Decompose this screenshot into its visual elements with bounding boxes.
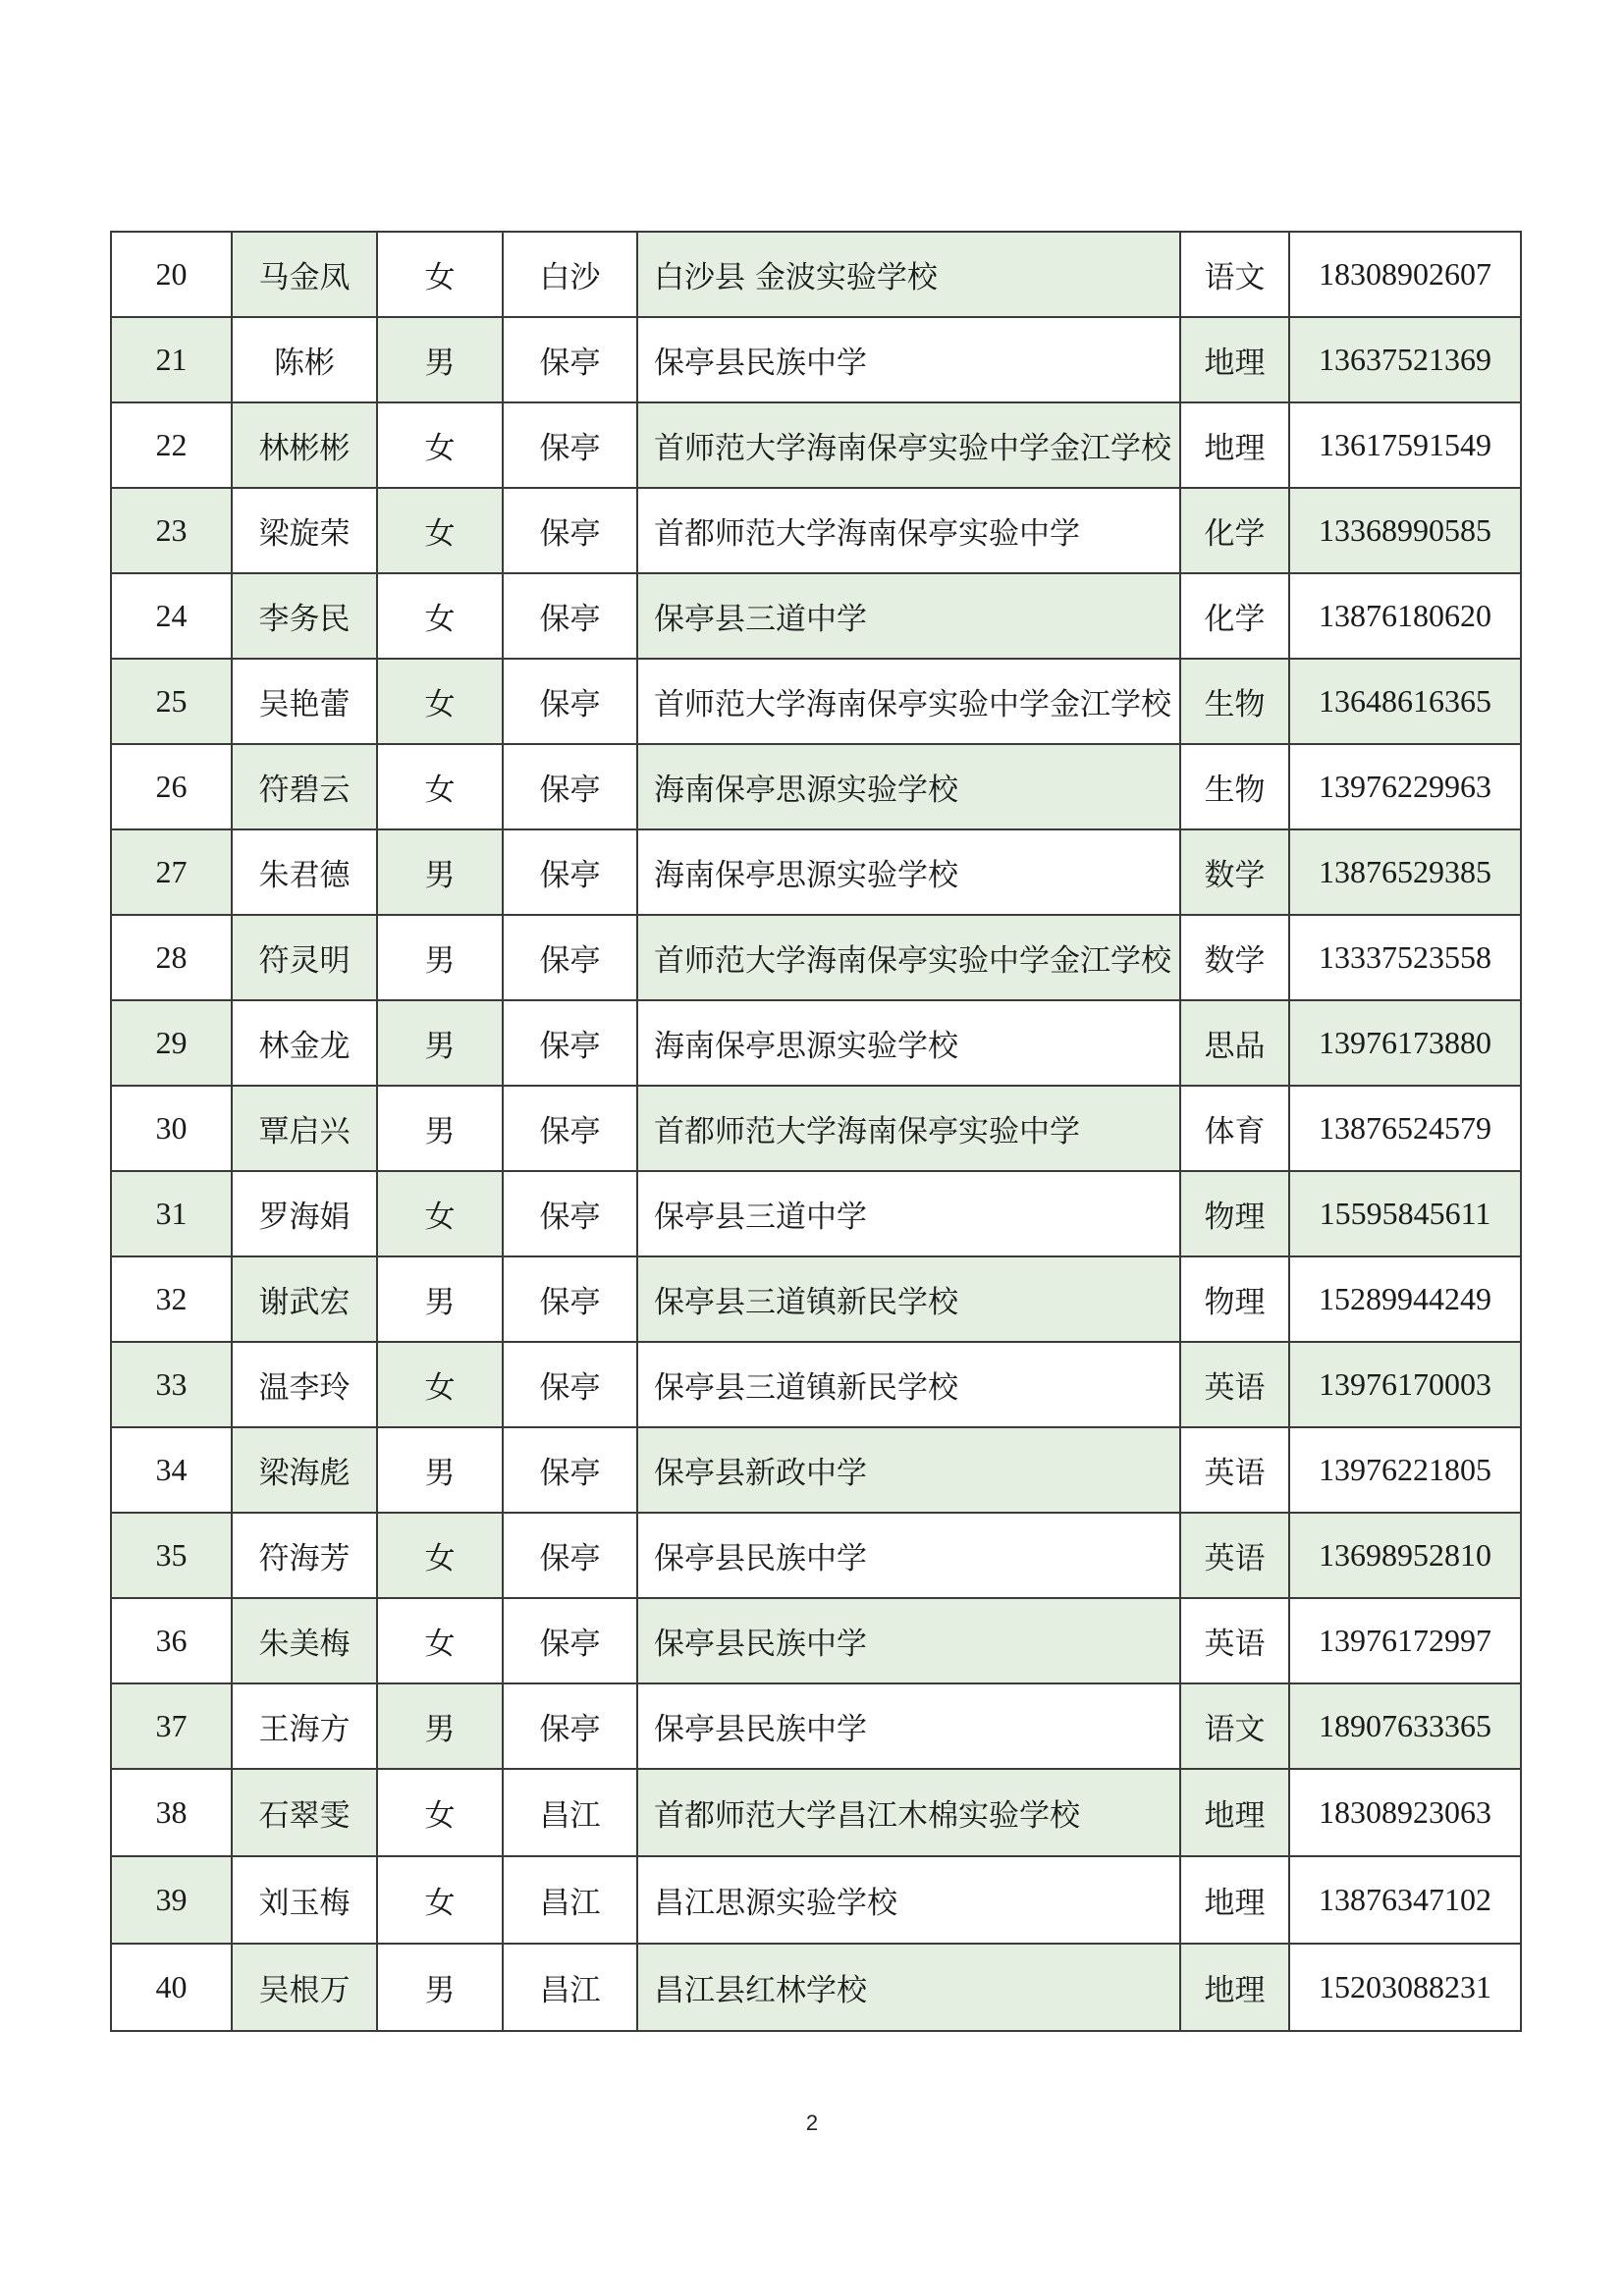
subject-cell: 地理: [1180, 317, 1289, 402]
name-cell: 梁海彪: [232, 1427, 377, 1513]
row-number-cell: 32: [111, 1256, 232, 1342]
subject-cell: 思品: [1180, 1000, 1289, 1086]
table-row: [111, 488, 1521, 573]
table-row: [111, 1256, 1521, 1342]
row-number-cell: 40: [111, 1944, 232, 2031]
county-cell: 昌江: [503, 1856, 637, 1944]
subject-cell: 地理: [1180, 1769, 1289, 1856]
phone-cell: 13637521369: [1289, 317, 1521, 402]
name-cell: 罗海娟: [232, 1171, 377, 1256]
school-cell: 昌江县红林学校: [637, 1944, 1180, 2031]
gender-cell: 男: [377, 1256, 503, 1342]
phone-cell: 13648616365: [1289, 659, 1521, 744]
county-cell: 保亭: [503, 829, 637, 915]
subject-cell: 生物: [1180, 744, 1289, 829]
page-number: 2: [805, 2110, 819, 2135]
school-cell: 首师范大学海南保亭实验中学金江学校: [637, 402, 1180, 488]
name-cell: 林金龙: [232, 1000, 377, 1086]
table-row: [111, 915, 1521, 1000]
county-cell: 昌江: [503, 1769, 637, 1856]
county-cell: 白沙: [503, 232, 637, 317]
table-row: [111, 1769, 1521, 1856]
name-cell: 吴根万: [232, 1944, 377, 2031]
gender-cell: 女: [377, 659, 503, 744]
gender-cell: 女: [377, 488, 503, 573]
table-row: [111, 744, 1521, 829]
school-cell: 首师范大学海南保亭实验中学金江学校: [637, 659, 1180, 744]
gender-cell: 女: [377, 1342, 503, 1427]
table-row: [111, 1856, 1521, 1944]
table-row: [111, 317, 1521, 402]
name-cell: 石翠雯: [232, 1769, 377, 1856]
table-row: [111, 1171, 1521, 1256]
gender-cell: 男: [377, 1944, 503, 2031]
subject-cell: 地理: [1180, 1944, 1289, 2031]
school-cell: 白沙县 金波实验学校: [637, 232, 1180, 317]
row-number-cell: 25: [111, 659, 232, 744]
subject-cell: 地理: [1180, 1856, 1289, 1944]
row-number-cell: 36: [111, 1598, 232, 1683]
subject-cell: 语文: [1180, 232, 1289, 317]
name-cell: 李务民: [232, 573, 377, 659]
table-row: [111, 1683, 1521, 1769]
phone-cell: 13976221805: [1289, 1427, 1521, 1513]
name-cell: 吴艳蕾: [232, 659, 377, 744]
row-number-cell: 20: [111, 232, 232, 317]
row-number-cell: 34: [111, 1427, 232, 1513]
county-cell: 保亭: [503, 659, 637, 744]
subject-cell: 地理: [1180, 402, 1289, 488]
school-cell: 保亭县三道中学: [637, 1171, 1180, 1256]
phone-cell: 18907633365: [1289, 1683, 1521, 1769]
subject-cell: 英语: [1180, 1342, 1289, 1427]
name-cell: 刘玉梅: [232, 1856, 377, 1944]
county-cell: 昌江: [503, 1944, 637, 2031]
row-number-cell: 39: [111, 1856, 232, 1944]
school-cell: 保亭县民族中学: [637, 1598, 1180, 1683]
school-cell: 保亭县民族中学: [637, 1513, 1180, 1598]
phone-cell: 13876347102: [1289, 1856, 1521, 1944]
subject-cell: 生物: [1180, 659, 1289, 744]
table-row: [111, 1598, 1521, 1683]
row-number-cell: 33: [111, 1342, 232, 1427]
subject-cell: 语文: [1180, 1683, 1289, 1769]
gender-cell: 女: [377, 1513, 503, 1598]
table-row: [111, 1000, 1521, 1086]
county-cell: 保亭: [503, 915, 637, 1000]
name-cell: 符碧云: [232, 744, 377, 829]
school-cell: 保亭县三道镇新民学校: [637, 1256, 1180, 1342]
county-cell: 保亭: [503, 1256, 637, 1342]
name-cell: 符海芳: [232, 1513, 377, 1598]
phone-cell: 13976172997: [1289, 1598, 1521, 1683]
name-cell: 王海方: [232, 1683, 377, 1769]
subject-cell: 英语: [1180, 1513, 1289, 1598]
teacher-roster-table: [110, 231, 1522, 2032]
phone-cell: 15203088231: [1289, 1944, 1521, 2031]
county-cell: 保亭: [503, 1086, 637, 1171]
gender-cell: 男: [377, 317, 503, 402]
gender-cell: 女: [377, 1598, 503, 1683]
school-cell: 首都师范大学海南保亭实验中学: [637, 1086, 1180, 1171]
county-cell: 保亭: [503, 1513, 637, 1598]
row-number-cell: 24: [111, 573, 232, 659]
phone-cell: 13976170003: [1289, 1342, 1521, 1427]
phone-cell: 13337523558: [1289, 915, 1521, 1000]
county-cell: 保亭: [503, 1683, 637, 1769]
county-cell: 保亭: [503, 1427, 637, 1513]
phone-cell: 15595845611: [1289, 1171, 1521, 1256]
gender-cell: 男: [377, 915, 503, 1000]
name-cell: 符灵明: [232, 915, 377, 1000]
subject-cell: 英语: [1180, 1598, 1289, 1683]
gender-cell: 男: [377, 1683, 503, 1769]
table-row: [111, 659, 1521, 744]
phone-cell: 13976229963: [1289, 744, 1521, 829]
name-cell: 覃启兴: [232, 1086, 377, 1171]
table-row: [111, 1944, 1521, 2031]
gender-cell: 女: [377, 232, 503, 317]
row-number-cell: 38: [111, 1769, 232, 1856]
subject-cell: 化学: [1180, 488, 1289, 573]
county-cell: 保亭: [503, 402, 637, 488]
phone-cell: 13368990585: [1289, 488, 1521, 573]
table-row: [111, 1342, 1521, 1427]
phone-cell: 13976173880: [1289, 1000, 1521, 1086]
school-cell: 首都师范大学昌江木棉实验学校: [637, 1769, 1180, 1856]
row-number-cell: 26: [111, 744, 232, 829]
phone-cell: 13876529385: [1289, 829, 1521, 915]
table-row: [111, 573, 1521, 659]
school-cell: 昌江思源实验学校: [637, 1856, 1180, 1944]
school-cell: 海南保亭思源实验学校: [637, 829, 1180, 915]
school-cell: 保亭县新政中学: [637, 1427, 1180, 1513]
subject-cell: 数学: [1180, 829, 1289, 915]
table-row: [111, 402, 1521, 488]
name-cell: 马金凤: [232, 232, 377, 317]
gender-cell: 男: [377, 1427, 503, 1513]
subject-cell: 物理: [1180, 1171, 1289, 1256]
school-cell: 首都师范大学海南保亭实验中学: [637, 488, 1180, 573]
subject-cell: 数学: [1180, 915, 1289, 1000]
phone-cell: 13876524579: [1289, 1086, 1521, 1171]
county-cell: 保亭: [503, 1598, 637, 1683]
county-cell: 保亭: [503, 573, 637, 659]
table-row: [111, 1513, 1521, 1598]
subject-cell: 物理: [1180, 1256, 1289, 1342]
row-number-cell: 21: [111, 317, 232, 402]
row-number-cell: 31: [111, 1171, 232, 1256]
county-cell: 保亭: [503, 744, 637, 829]
name-cell: 谢武宏: [232, 1256, 377, 1342]
school-cell: 保亭县民族中学: [637, 1683, 1180, 1769]
phone-cell: 13876180620: [1289, 573, 1521, 659]
name-cell: 温李玲: [232, 1342, 377, 1427]
phone-cell: 18308923063: [1289, 1769, 1521, 1856]
gender-cell: 女: [377, 1769, 503, 1856]
county-cell: 保亭: [503, 1171, 637, 1256]
gender-cell: 女: [377, 1171, 503, 1256]
phone-cell: 13698952810: [1289, 1513, 1521, 1598]
row-number-cell: 35: [111, 1513, 232, 1598]
county-cell: 保亭: [503, 1000, 637, 1086]
school-cell: 保亭县三道中学: [637, 573, 1180, 659]
county-cell: 保亭: [503, 1342, 637, 1427]
row-number-cell: 22: [111, 402, 232, 488]
row-number-cell: 23: [111, 488, 232, 573]
gender-cell: 女: [377, 573, 503, 659]
school-cell: 海南保亭思源实验学校: [637, 744, 1180, 829]
gender-cell: 女: [377, 402, 503, 488]
school-cell: 保亭县三道镇新民学校: [637, 1342, 1180, 1427]
county-cell: 保亭: [503, 488, 637, 573]
roster-body: [111, 232, 1521, 2031]
gender-cell: 女: [377, 744, 503, 829]
phone-cell: 13617591549: [1289, 402, 1521, 488]
gender-cell: 男: [377, 1086, 503, 1171]
gender-cell: 男: [377, 1000, 503, 1086]
phone-cell: 18308902607: [1289, 232, 1521, 317]
row-number-cell: 29: [111, 1000, 232, 1086]
school-cell: 保亭县民族中学: [637, 317, 1180, 402]
row-number-cell: 27: [111, 829, 232, 915]
school-cell: 海南保亭思源实验学校: [637, 1000, 1180, 1086]
name-cell: 林彬彬: [232, 402, 377, 488]
row-number-cell: 28: [111, 915, 232, 1000]
table-row: [111, 1086, 1521, 1171]
table-row: [111, 1427, 1521, 1513]
name-cell: 梁旋荣: [232, 488, 377, 573]
table-row: [111, 829, 1521, 915]
row-number-cell: 37: [111, 1683, 232, 1769]
subject-cell: 英语: [1180, 1427, 1289, 1513]
county-cell: 保亭: [503, 317, 637, 402]
row-number-cell: 30: [111, 1086, 232, 1171]
table-row: [111, 232, 1521, 317]
gender-cell: 女: [377, 1856, 503, 1944]
name-cell: 朱美梅: [232, 1598, 377, 1683]
gender-cell: 男: [377, 829, 503, 915]
subject-cell: 化学: [1180, 573, 1289, 659]
name-cell: 朱君德: [232, 829, 377, 915]
phone-cell: 15289944249: [1289, 1256, 1521, 1342]
school-cell: 首师范大学海南保亭实验中学金江学校: [637, 915, 1180, 1000]
name-cell: 陈彬: [232, 317, 377, 402]
subject-cell: 体育: [1180, 1086, 1289, 1171]
